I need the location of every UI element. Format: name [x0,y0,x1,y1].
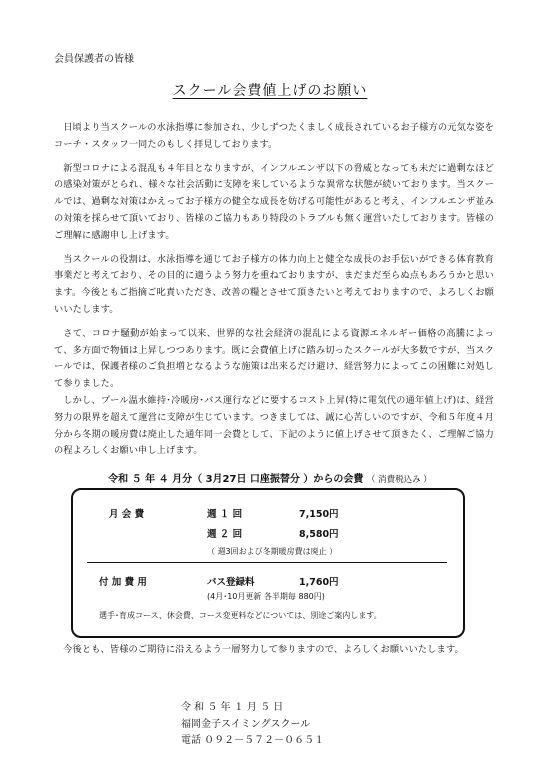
additional-fee-label: 付 加 費 用 [99,577,147,588]
addressee: 会員保護者の皆様 [54,54,134,65]
fee-divider [87,562,447,563]
organization-name: 福岡金子スイミングスクール [181,718,311,730]
fee-table-box [71,488,465,638]
fee-heading [0,470,540,485]
phone-number: 電話 ０９２－５７２－０６５１ [181,735,325,746]
weekly2-price: 8,580円 [299,529,339,540]
weekly1-label: 週 １ 回 [207,509,243,520]
fee-heading-text: 令和 ５ 年 ４ 月分（ 3月27日 口座振替分 ）からの会費 [108,474,364,485]
paragraph-role: 当スクールの役割は、水泳指導を通じてお子様方の体力向上と健全な成長のお手伝いができる体育教育事業だと考えており、その目的に適うよう努力を重ねておりますが、まだまだ至らぬ点もあろうかと思います。今後ともご指摘ご叱責いただき、改善の糧とさせて頂きたいと考えておりますので、よろしくお願いいたします。 [54,253,494,315]
weekly2-label: 週 ２ 回 [207,529,243,540]
paragraph-covid: 新型コロナによる混乱も４年目となりますが、インフルエンザ以下の脅威となっても未だに過剰なほどの感染対策がとられ、様々な社会活動に支障を来しているような異常な状態が続いております。当スクールでは、過剰な対策はかえってお子様方の健全な成長を妨げる可能性があると考え、インフルエンザ並みの対策を採らせて頂いており、皆様のご協力もあり特段のトラブルも無く運営いたしております。皆様のご理解に感謝申し上げます。 [54,162,494,241]
closing-paragraph: 今後とも、皆様のご期待に沿えるよう一層努力して参りますので、よろしくお願いいたします。 [63,644,464,655]
paragraph-greeting: 日頃より当スクールの水泳指導に参加され、少しずつたくましく成長されているお子様方の元気な姿をコーチ・スタッフ一同たのもしく拝見しております。 [54,122,494,150]
other-fees-note: 選手･育成コース、休会費、コース変更料などについては、別途ご案内します。 [99,611,382,620]
bus-fee-price: 1,760円 [299,577,339,588]
tax-note: （ 消費税込み ） [366,475,432,485]
bus-fee-label: バス登録料 [207,577,255,588]
monthly-fee-label: 月 会 費 [109,509,145,520]
weekly-note: （ 週3回および冬期暖房費は廃止 ） [207,547,338,556]
paragraph-costs: さて、コロナ騒動が始まって以来、世界的な社会経済の混乱による資源エネルギー価格の高騰によって、多方面で物価は上昇しつつあります。既に会費値上げに踏み切ったスクールが大多数ですが、当スクールでは、保護者様のご負担増となるような施策は出来るだけ避け、経営努力によってこの困難に対処して参りました。 [54,327,494,390]
paragraph-increase: しかし、プール温水維持･冷暖房･バス運行などに要するコスト上昇(特に電気代の通年値上げ)は、経営努力の限界を超えて運営に支障が生じています。つきましては、誠に心苦しいのですが、令和５年度４月分から冬期の暖房費は廃止した通年同一会費として、下記のように値上げさせて頂きたく、ご理解ご協力の程よろしくお願い申し上げます。 [54,394,494,457]
sender-block [181,700,324,750]
closing-section [54,642,494,666]
issue-date: 令 和 ５ 年 １ 月 ５ 日 [181,702,284,713]
title-text: スクール会費値上げのお願い [172,83,368,99]
letter-body [54,120,494,467]
weekly1-price: 7,150円 [299,509,339,520]
bus-fee-note: (4月･10月更新 各半期毎 880円) [207,592,325,601]
document-title [0,80,540,100]
